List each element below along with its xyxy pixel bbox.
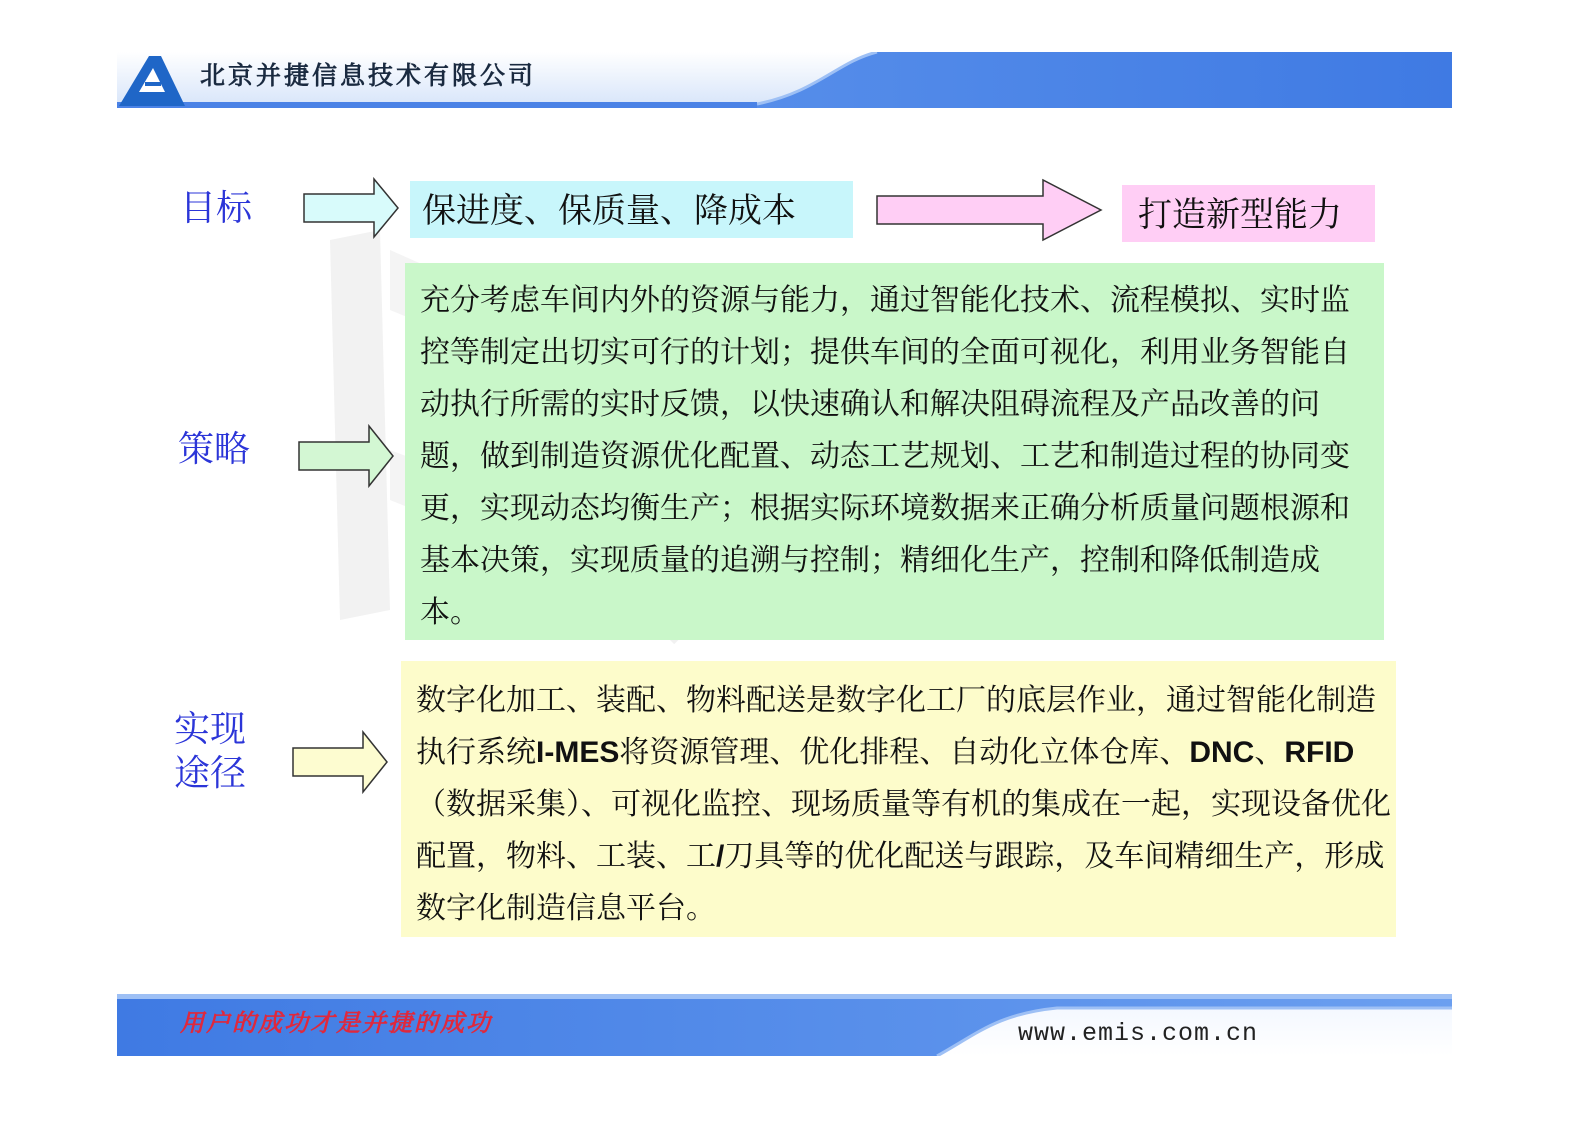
path-text-sep: 、 xyxy=(1254,735,1285,770)
strategy-label: 策略 xyxy=(178,429,251,470)
footer-website: www.emis.com.cn xyxy=(1018,1019,1259,1048)
path-text-part4: 刀具等的优化配送与跟踪，及车间精细生产，形成数字化制造信息平台。 xyxy=(416,839,1385,926)
company-logo xyxy=(117,52,187,108)
result-arrow-icon xyxy=(875,178,1103,242)
path-text-slash: / xyxy=(716,840,725,873)
dnc-term: DNC xyxy=(1189,736,1255,769)
path-text-part3: （数据采集）、可视化监控、现场质量等有机的集成在一起，实现设备优化配置，物料、工装、工 xyxy=(416,787,1391,874)
goal-content: 保进度、保质量、降成本 xyxy=(422,191,796,231)
company-name: 北京并捷信息技术有限公司 xyxy=(200,61,537,90)
strategy-content: 充分考虑车间内外的资源与能力，通过智能化技术、流程模拟、实时监控等制定出切实可行的计划；提供车间的全面可视化，利用业务智能自动执行所需的实时反馈，以快速确认和解决阻碍流程及产品改善的问题，做到制造资源优化配置、动态工艺规划、工艺和制造过程的协同变更，实现动态均衡生产；根据实际环境数据来正确分析质量问题根源和基本决策，实现质量的追溯与控制；精细化生产，控制和降低制造成本。 xyxy=(420,283,1350,630)
goal-label: 目标 xyxy=(180,188,253,229)
path-text-part1: 数字化加工、装配、物料配送是数字化工厂的底层作业，通过智能化制造执行系统 xyxy=(416,683,1376,770)
strategy-arrow-icon xyxy=(297,424,395,488)
rfid-term: RFID xyxy=(1284,736,1355,769)
path-text-part2: 将资源管理、优化排程、自动化立体仓库、 xyxy=(619,735,1190,770)
footer-slogan: 用户的成功才是并捷的成功 xyxy=(180,1008,492,1037)
path-arrow-icon xyxy=(291,730,389,794)
path-label-line2: 途径 xyxy=(174,753,247,794)
goal-arrow-icon xyxy=(302,177,400,239)
path-label-line1: 实现 xyxy=(174,709,247,750)
imes-term: I-MES xyxy=(536,736,620,769)
result-content: 打造新型能力 xyxy=(1138,195,1342,235)
path-content xyxy=(416,675,1396,935)
